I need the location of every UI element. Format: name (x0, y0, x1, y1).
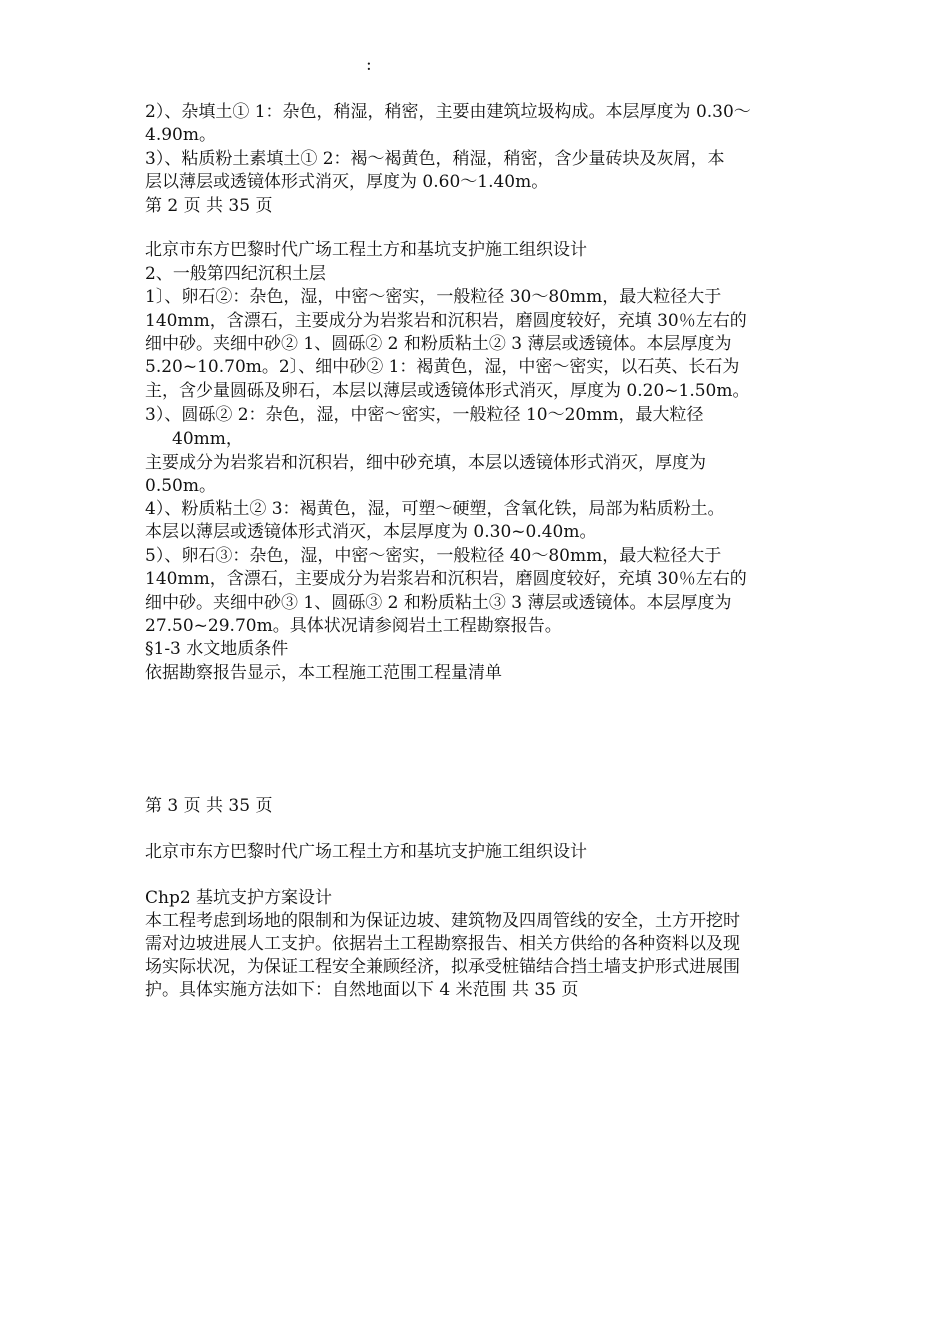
page-header: 北京市东方巴黎时代广场工程土方和基坑支护施工组织设计 (145, 842, 587, 862)
paragraph-line: 5）、卵石③：杂色，湿，中密～密实，一般粒径 40～80mm，最大粒径大于 (145, 546, 722, 566)
paragraph-line: 5.20~10.70m。2〕、细中砂② 1：褐黄色，湿，中密～密实，以石英、长石为 (145, 357, 740, 377)
page-header: 北京市东方巴黎时代广场工程土方和基坑支护施工组织设计 (145, 240, 587, 260)
paragraph-line: 层以薄层或透镜体形式消灭，厚度为 0.60～1.40m。 (145, 172, 549, 192)
paragraph-line: 细中砂。夹细中砂② 1、圆砾② 2 和粉质粘土② 3 薄层或透镜体。本层厚度为 (145, 334, 732, 354)
chapter-title: Chp2 基坑支护方案设计 (145, 888, 333, 908)
top-colon-mark: : (366, 55, 372, 75)
section-title: 2、一般第四纪沉积土层 (145, 264, 326, 284)
paragraph-line: 场实际状况，为保证工程安全兼顾经济，拟承受桩锚结合挡土墙支护形式进展围 (145, 957, 740, 977)
paragraph-line: 主，含少量圆砾及卵石，本层以薄层或透镜体形式消灭，厚度为 0.20~1.50m。 (145, 381, 750, 401)
paragraph-line: 1〕、卵石②：杂色，湿，中密～密实，一般粒径 30～80mm，最大粒径大于 (145, 287, 722, 307)
paragraph-line: 4.90m。 (145, 125, 216, 145)
paragraph-line: 细中砂。夹细中砂③ 1、圆砾③ 2 和粉质粘土③ 3 薄层或透镜体。本层厚度为 (145, 593, 732, 613)
paragraph-line: 3）、圆砾② 2：杂色，湿，中密～密实，一般粒径 10～20mm，最大粒径 (145, 405, 704, 425)
paragraph-line: 40mm， (172, 429, 243, 449)
section-title: §1-3 水文地质条件 (145, 639, 289, 659)
paragraph-line: 140mm，含漂石，主要成分为岩浆岩和沉积岩，磨圆度较好，充填 30％左右的 (145, 311, 747, 331)
paragraph-line: 主要成分为岩浆岩和沉积岩，细中砂充填，本层以透镜体形式消灭，厚度为 (145, 453, 706, 473)
paragraph-line: 护。具体实施方法如下：自然地面以下 4 米范围 共 35 页 (145, 980, 579, 1000)
page-footer: 第 2 页 共 35 页 (145, 196, 273, 216)
paragraph-line: 2）、杂填土① 1：杂色，稍湿，稍密，主要由建筑垃圾构成。本层厚度为 0.30～ (145, 102, 751, 122)
paragraph-line: 140mm，含漂石，主要成分为岩浆岩和沉积岩，磨圆度较好，充填 30％左右的 (145, 569, 747, 589)
paragraph-line: 0.50m。 (145, 476, 216, 496)
paragraph-line: 需对边坡进展人工支护。依据岩土工程勘察报告、相关方供给的各种资料以及现 (145, 934, 740, 954)
page-footer: 第 3 页 共 35 页 (145, 796, 273, 816)
paragraph-line: 4）、粉质粘土② 3：褐黄色，湿，可塑～硬塑，含氧化铁，局部为粘质粉土。 (145, 499, 725, 519)
paragraph-line: 3）、粘质粉土素填土① 2：褐～褐黄色，稍湿，稍密，含少量砖块及灰屑，本 (145, 149, 725, 169)
paragraph-line: 本层以薄层或透镜体形式消灭，本层厚度为 0.30~0.40m。 (145, 522, 597, 542)
paragraph-line: 依据勘察报告显示，本工程施工范围工程量清单 (145, 663, 502, 683)
paragraph-line: 本工程考虑到场地的限制和为保证边坡、建筑物及四周管线的安全，土方开挖时 (145, 911, 740, 931)
paragraph-line: 27.50~29.70m。具体状况请参阅岩土工程勘察报告。 (145, 616, 562, 636)
